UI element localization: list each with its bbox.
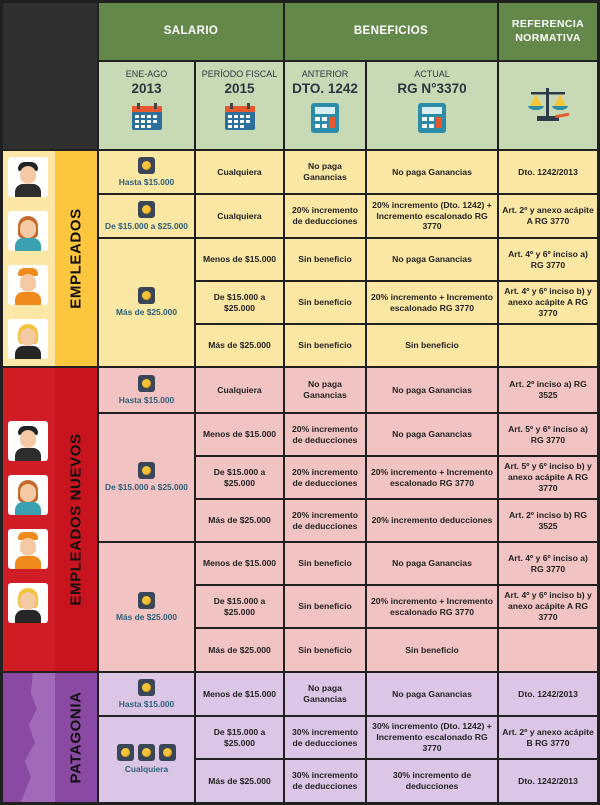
cell-actual: No paga Ganancias xyxy=(367,543,497,584)
salary-group-n3 xyxy=(99,543,194,671)
cell-actual: 20% incremento + Incremento escalonado RG 3770 xyxy=(367,282,497,323)
cell-anterior: 20% incremento de deducciones xyxy=(285,414,365,455)
cell-anterior: Sin beneficio xyxy=(285,586,365,627)
cell-referencia xyxy=(499,629,597,671)
cell-referencia: Art. 2º y anexo acápite A RG 3770 xyxy=(499,195,597,237)
salary-group-p1 xyxy=(99,673,194,715)
cell-anterior: 20% incremento de deducciones xyxy=(285,195,365,237)
avatar-worker xyxy=(8,265,48,305)
header-referencia: REFERENCIA NORMATIVA xyxy=(499,3,597,60)
cell-anterior: No paga Ganancias xyxy=(285,368,365,412)
avatar-worker xyxy=(8,529,48,569)
salary-group-n1 xyxy=(99,368,194,412)
cell-referencia: Art. 4º y 6º inciso b) y anexo acápite A RG 3770 xyxy=(499,586,597,627)
salary-group-label: Cualquiera xyxy=(124,764,169,775)
cell-actual: No paga Ganancias xyxy=(367,151,497,193)
header-salario: SALARIO xyxy=(99,3,283,60)
cell-periodo: Más de $25.000 xyxy=(196,760,283,802)
coin-icon xyxy=(138,679,155,696)
cell-periodo: Menos de $15.000 xyxy=(196,414,283,455)
section-empleados xyxy=(55,151,97,366)
cell-periodo: De $15.000 a $25.000 xyxy=(196,282,283,323)
avatar-operator xyxy=(8,319,48,359)
coin-icon xyxy=(138,157,155,174)
cell-actual: 30% incremento (Dto. 1242) + Incremento escalonado RG 3770 xyxy=(367,717,497,758)
cell-anterior: 20% incremento de deducciones xyxy=(285,500,365,541)
coin-icon xyxy=(138,462,155,479)
subheader-ene-ago xyxy=(99,62,194,149)
salary-group-e2 xyxy=(99,195,194,237)
salary-group-n2 xyxy=(99,414,194,541)
cell-anterior: Sin beneficio xyxy=(285,282,365,323)
cell-periodo: Más de $25.000 xyxy=(196,325,283,366)
salary-group-e3 xyxy=(99,239,194,366)
coin-icon xyxy=(138,592,155,609)
salary-group-label: Hasta $15.000 xyxy=(118,394,175,405)
salary-group-label: Hasta $15.000 xyxy=(118,176,175,187)
coin-icon xyxy=(138,201,155,218)
salary-group-label: De $15.000 a $25.000 xyxy=(105,482,188,493)
avatar-operator xyxy=(8,583,48,623)
section-label: EMPLEADOS NUEVOS xyxy=(67,433,85,606)
cell-anterior: Sin beneficio xyxy=(285,543,365,584)
salary-group-label: De $15.000 a $25.000 xyxy=(105,220,188,231)
cell-referencia: Dto. 1242/2013 xyxy=(499,151,597,193)
subheader-label: ENE-AGO xyxy=(125,69,168,79)
cell-referencia: Dto. 1242/2013 xyxy=(499,760,597,802)
cell-referencia: Art. 5º y 6º inciso a) RG 3770 xyxy=(499,414,597,455)
cell-periodo: Menos de $15.000 xyxy=(196,543,283,584)
cell-actual: No paga Ganancias xyxy=(367,368,497,412)
cell-referencia: Art. 4º y 6º inciso b) y anexo acápite A RG 3770 xyxy=(499,282,597,323)
coin-icon xyxy=(159,744,176,761)
cell-actual: 30% incremento de deducciones xyxy=(367,760,497,802)
cell-actual: Sin beneficio xyxy=(367,629,497,671)
subheader-anterior xyxy=(285,62,365,149)
cell-actual: 20% incremento deducciones xyxy=(367,500,497,541)
cell-periodo: De $15.000 a $25.000 xyxy=(196,457,283,498)
cell-anterior: No paga Ganancias xyxy=(285,673,365,715)
subheader-periodo xyxy=(196,62,283,149)
cell-actual: 20% incremento + Incremento escalonado RG 3770 xyxy=(367,586,497,627)
calculator-icon xyxy=(311,103,339,136)
cell-actual: No paga Ganancias xyxy=(367,673,497,715)
header-beneficios: BENEFICIOS xyxy=(285,3,497,60)
avatar-man xyxy=(8,157,48,197)
cell-referencia: Art. 2º inciso a) RG 3525 xyxy=(499,368,597,412)
coin-icon xyxy=(138,744,155,761)
section-label: PATAGONIA xyxy=(67,691,85,784)
cell-anterior: Sin beneficio xyxy=(285,239,365,280)
salary-group-label: Hasta $15.000 xyxy=(118,698,175,709)
salary-group-label: Más de $25.000 xyxy=(116,307,177,318)
coin-icon xyxy=(138,375,155,392)
section-label: EMPLEADOS xyxy=(67,208,85,309)
scales-of-justice-icon xyxy=(525,84,571,127)
cell-periodo: Más de $25.000 xyxy=(196,500,283,541)
cell-periodo: Menos de $15.000 xyxy=(196,673,283,715)
section-empleados-nuevos xyxy=(55,368,97,671)
cell-periodo: De $15.000 a $25.000 xyxy=(196,717,283,758)
avatar-woman xyxy=(8,475,48,515)
cell-periodo: Menos de $15.000 xyxy=(196,239,283,280)
section-patagonia xyxy=(55,673,97,802)
subheader-year: 2013 xyxy=(131,81,162,97)
corner-cell xyxy=(3,3,97,149)
cell-anterior: Sin beneficio xyxy=(285,629,365,671)
calculator-icon xyxy=(418,103,446,136)
coin-icon xyxy=(117,744,134,761)
avatar-woman xyxy=(8,211,48,251)
salary-group-p2 xyxy=(99,717,194,802)
salary-group-e1 xyxy=(99,151,194,193)
cell-periodo: Cualquiera xyxy=(196,151,283,193)
cell-referencia: Art. 2º y anexo acápite B RG 3770 xyxy=(499,717,597,758)
cell-periodo: Cualquiera xyxy=(196,195,283,237)
cell-referencia: Art. 4º y 6º inciso a) RG 3770 xyxy=(499,239,597,280)
calendar-icon xyxy=(224,103,256,134)
calendar-icon xyxy=(131,103,163,134)
coin-icon xyxy=(138,287,155,304)
cell-referencia xyxy=(499,325,597,366)
salary-group-label: Más de $25.000 xyxy=(116,611,177,622)
cell-periodo: De $15.000 a $25.000 xyxy=(196,586,283,627)
subheader-year: 2015 xyxy=(224,81,255,97)
avatar-man xyxy=(8,421,48,461)
cell-actual: 20% incremento (Dto. 1242) + Incremento escalonado RG 3770 xyxy=(367,195,497,237)
cell-anterior: 20% incremento de deducciones xyxy=(285,457,365,498)
cell-anterior: 30% incremento de deducciones xyxy=(285,717,365,758)
cell-periodo: Más de $25.000 xyxy=(196,629,283,671)
cell-referencia: Art. 2º inciso b) RG 3525 xyxy=(499,500,597,541)
cell-actual: Sin beneficio xyxy=(367,325,497,366)
cell-actual: No paga Ganancias xyxy=(367,414,497,455)
subheader-label: ANTERIOR xyxy=(301,69,349,79)
cell-anterior: Sin beneficio xyxy=(285,325,365,366)
cell-periodo: Cualquiera xyxy=(196,368,283,412)
subheader-label: ACTUAL xyxy=(414,69,450,79)
cell-anterior: 30% incremento de deducciones xyxy=(285,760,365,802)
subheader-referencia xyxy=(499,62,597,149)
patagonia-map-icon xyxy=(3,673,55,802)
subheader-norm: DTO. 1242 xyxy=(292,81,358,97)
cell-actual: No paga Ganancias xyxy=(367,239,497,280)
cell-anterior: No paga Ganancias xyxy=(285,151,365,193)
subheader-actual xyxy=(367,62,497,149)
cell-referencia: Dto. 1242/2013 xyxy=(499,673,597,715)
nuevos-avatars-panel xyxy=(3,368,55,671)
patagonia-map-panel xyxy=(3,673,55,802)
cell-referencia: Art. 4º y 6º inciso a) RG 3770 xyxy=(499,543,597,584)
subheader-label: PERÍODO FISCAL xyxy=(201,69,278,79)
cell-actual: 20% incremento + Incremento escalonado RG 3770 xyxy=(367,457,497,498)
subheader-norm: RG N°3370 xyxy=(397,81,467,97)
cell-referencia: Art. 5º y 6º inciso b) y anexo acápite A RG 3770 xyxy=(499,457,597,498)
